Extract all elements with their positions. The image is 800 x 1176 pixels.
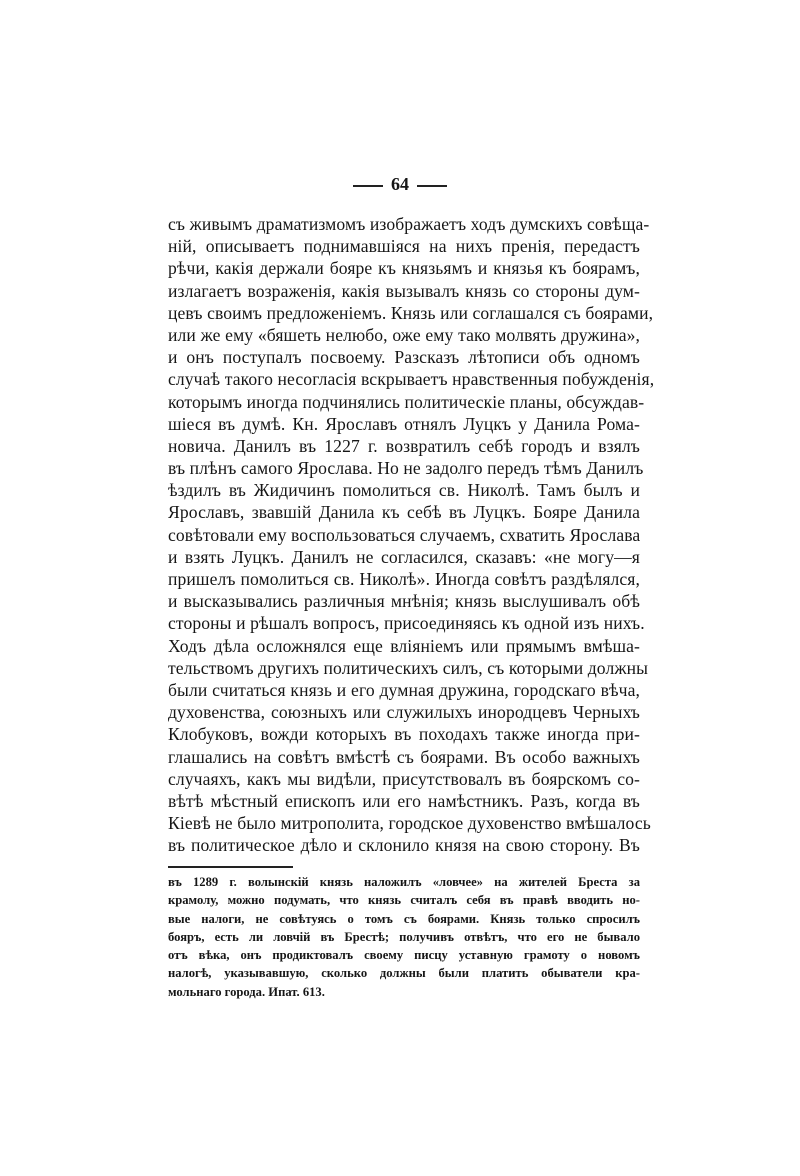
footnote-line: въ 1289 г. волынскiй князь наложилъ «ловчее» на жителей Бреста за	[168, 875, 640, 889]
text-line: въ политическое дѣло и склонило князя на свою сторону. Въ	[168, 835, 640, 856]
text-line: шiеся въ думѣ. Кн. Ярославъ отнялъ Луцкъ у Данила Рома-	[168, 413, 640, 434]
text-line: или же ему «бяшеть нелюбо, оже ему тако молвять дружина»,	[168, 324, 640, 345]
dash-left	[353, 185, 383, 187]
footnote-line: отъ вѣка, онъ продиктовалъ своему писцу уставную грамоту о новомъ	[168, 948, 640, 963]
text-line: Клобуковъ, вожди которыхъ въ походахъ также иногда при-	[168, 724, 640, 745]
text-line: рѣчи, какiя держали бояре къ князьямъ и князья къ боярамъ,	[168, 258, 640, 279]
text-line: духовенства, союзныхъ или служилыхъ инородцевъ Черныхъ	[168, 702, 640, 723]
main-text	[168, 213, 655, 856]
text-line: вѣтѣ мѣстный епископъ или его намѣстникъ. Разъ, когда въ	[168, 790, 640, 811]
text-line: новича. Данилъ въ 1227 г. возвратилъ себѣ городъ и взялъ	[168, 435, 640, 456]
text-line: ѣздилъ въ Жидичинъ помолиться св. Николѣ. Тамъ былъ и	[168, 480, 640, 501]
text-line: и взять Луцкъ. Данилъ не согласился, сказавъ: «не могу—я	[168, 546, 640, 567]
text-line: цевъ своимъ предложенiемъ. Князь или соглашался съ боярами,	[168, 302, 654, 323]
page-header	[0, 174, 800, 195]
text-line: въ плѣнъ самого Ярослава. Но не задолго передъ тѣмъ Данилъ	[168, 458, 644, 479]
dash-right	[417, 185, 447, 187]
text-line: Кiевѣ не было митрополита, городское духовенство вмѣшалось	[168, 813, 651, 834]
text-line: стороны и рѣшалъ вопросъ, присоединяясь къ одной изъ нихъ.	[168, 613, 645, 634]
text-line: которымъ иногда подчинялись политическiе планы, обсуждав-	[168, 391, 645, 412]
text-line: излагаетъ возраженiя, какiя вызывалъ князь со стороны дум-	[168, 280, 640, 301]
text-line: съ живымъ драматизмомъ изображаетъ ходъ думскихъ совѣща-	[168, 214, 650, 234]
footnote	[168, 873, 640, 1001]
footnote-rule	[168, 866, 293, 868]
page-number: 64	[391, 174, 409, 194]
footnote-line: налогѣ, указывавшую, сколько должны были платить обыватели кра-	[168, 966, 640, 981]
footnote-line: бояръ, есть ли ловчiй въ Брестѣ; получивъ отвѣтъ, что его не бывало	[168, 929, 640, 944]
text-line: Ходъ дѣла осложнялся еще влiянiемъ или прямымъ вмѣша-	[168, 635, 640, 656]
text-line: Ярославъ, звавшiй Данила къ себѣ въ Луцкъ. Бояре Данила	[168, 502, 640, 523]
text-line: пришелъ помолиться св. Николѣ». Иногда совѣтъ раздѣлялся,	[168, 569, 640, 589]
text-line: и высказывались различныя мнѣнiя; князь выслушивалъ обѣ	[168, 591, 640, 612]
footnote-line: мольнаго города. Ипат. 613.	[168, 984, 325, 999]
text-line: глашались на совѣтъ вмѣстѣ съ боярами. Въ особо важныхъ	[168, 746, 640, 767]
text-line: нiй, описываетъ поднимавшiяся на нихъ пренiя, передастъ	[168, 236, 640, 257]
text-line: случаѣ такого несогласiя вскрываетъ нравственныя побужденiя,	[168, 369, 655, 390]
footnote-line: крамолу, можно подумать, что князь считалъ себя въ правѣ вводить но-	[168, 893, 640, 908]
text-line: совѣтовали ему воспользоваться случаемъ, схватить Ярослава	[168, 524, 641, 545]
text-line: случаяхъ, какъ мы видѣли, присутствовалъ въ боярскомъ со-	[168, 768, 640, 789]
text-line: тельствомъ другихъ политическихъ силъ, съ которыми должны	[168, 657, 649, 678]
text-line: были считаться князь и его думная дружина, городскаго вѣча,	[168, 679, 640, 700]
footnote-line: вые налоги, не совѣтуясь о томъ съ боярами. Князь только спросилъ	[168, 911, 640, 926]
text-line: и онъ поступалъ посвоему. Разсказъ лѣтописи объ одномъ	[168, 347, 640, 368]
